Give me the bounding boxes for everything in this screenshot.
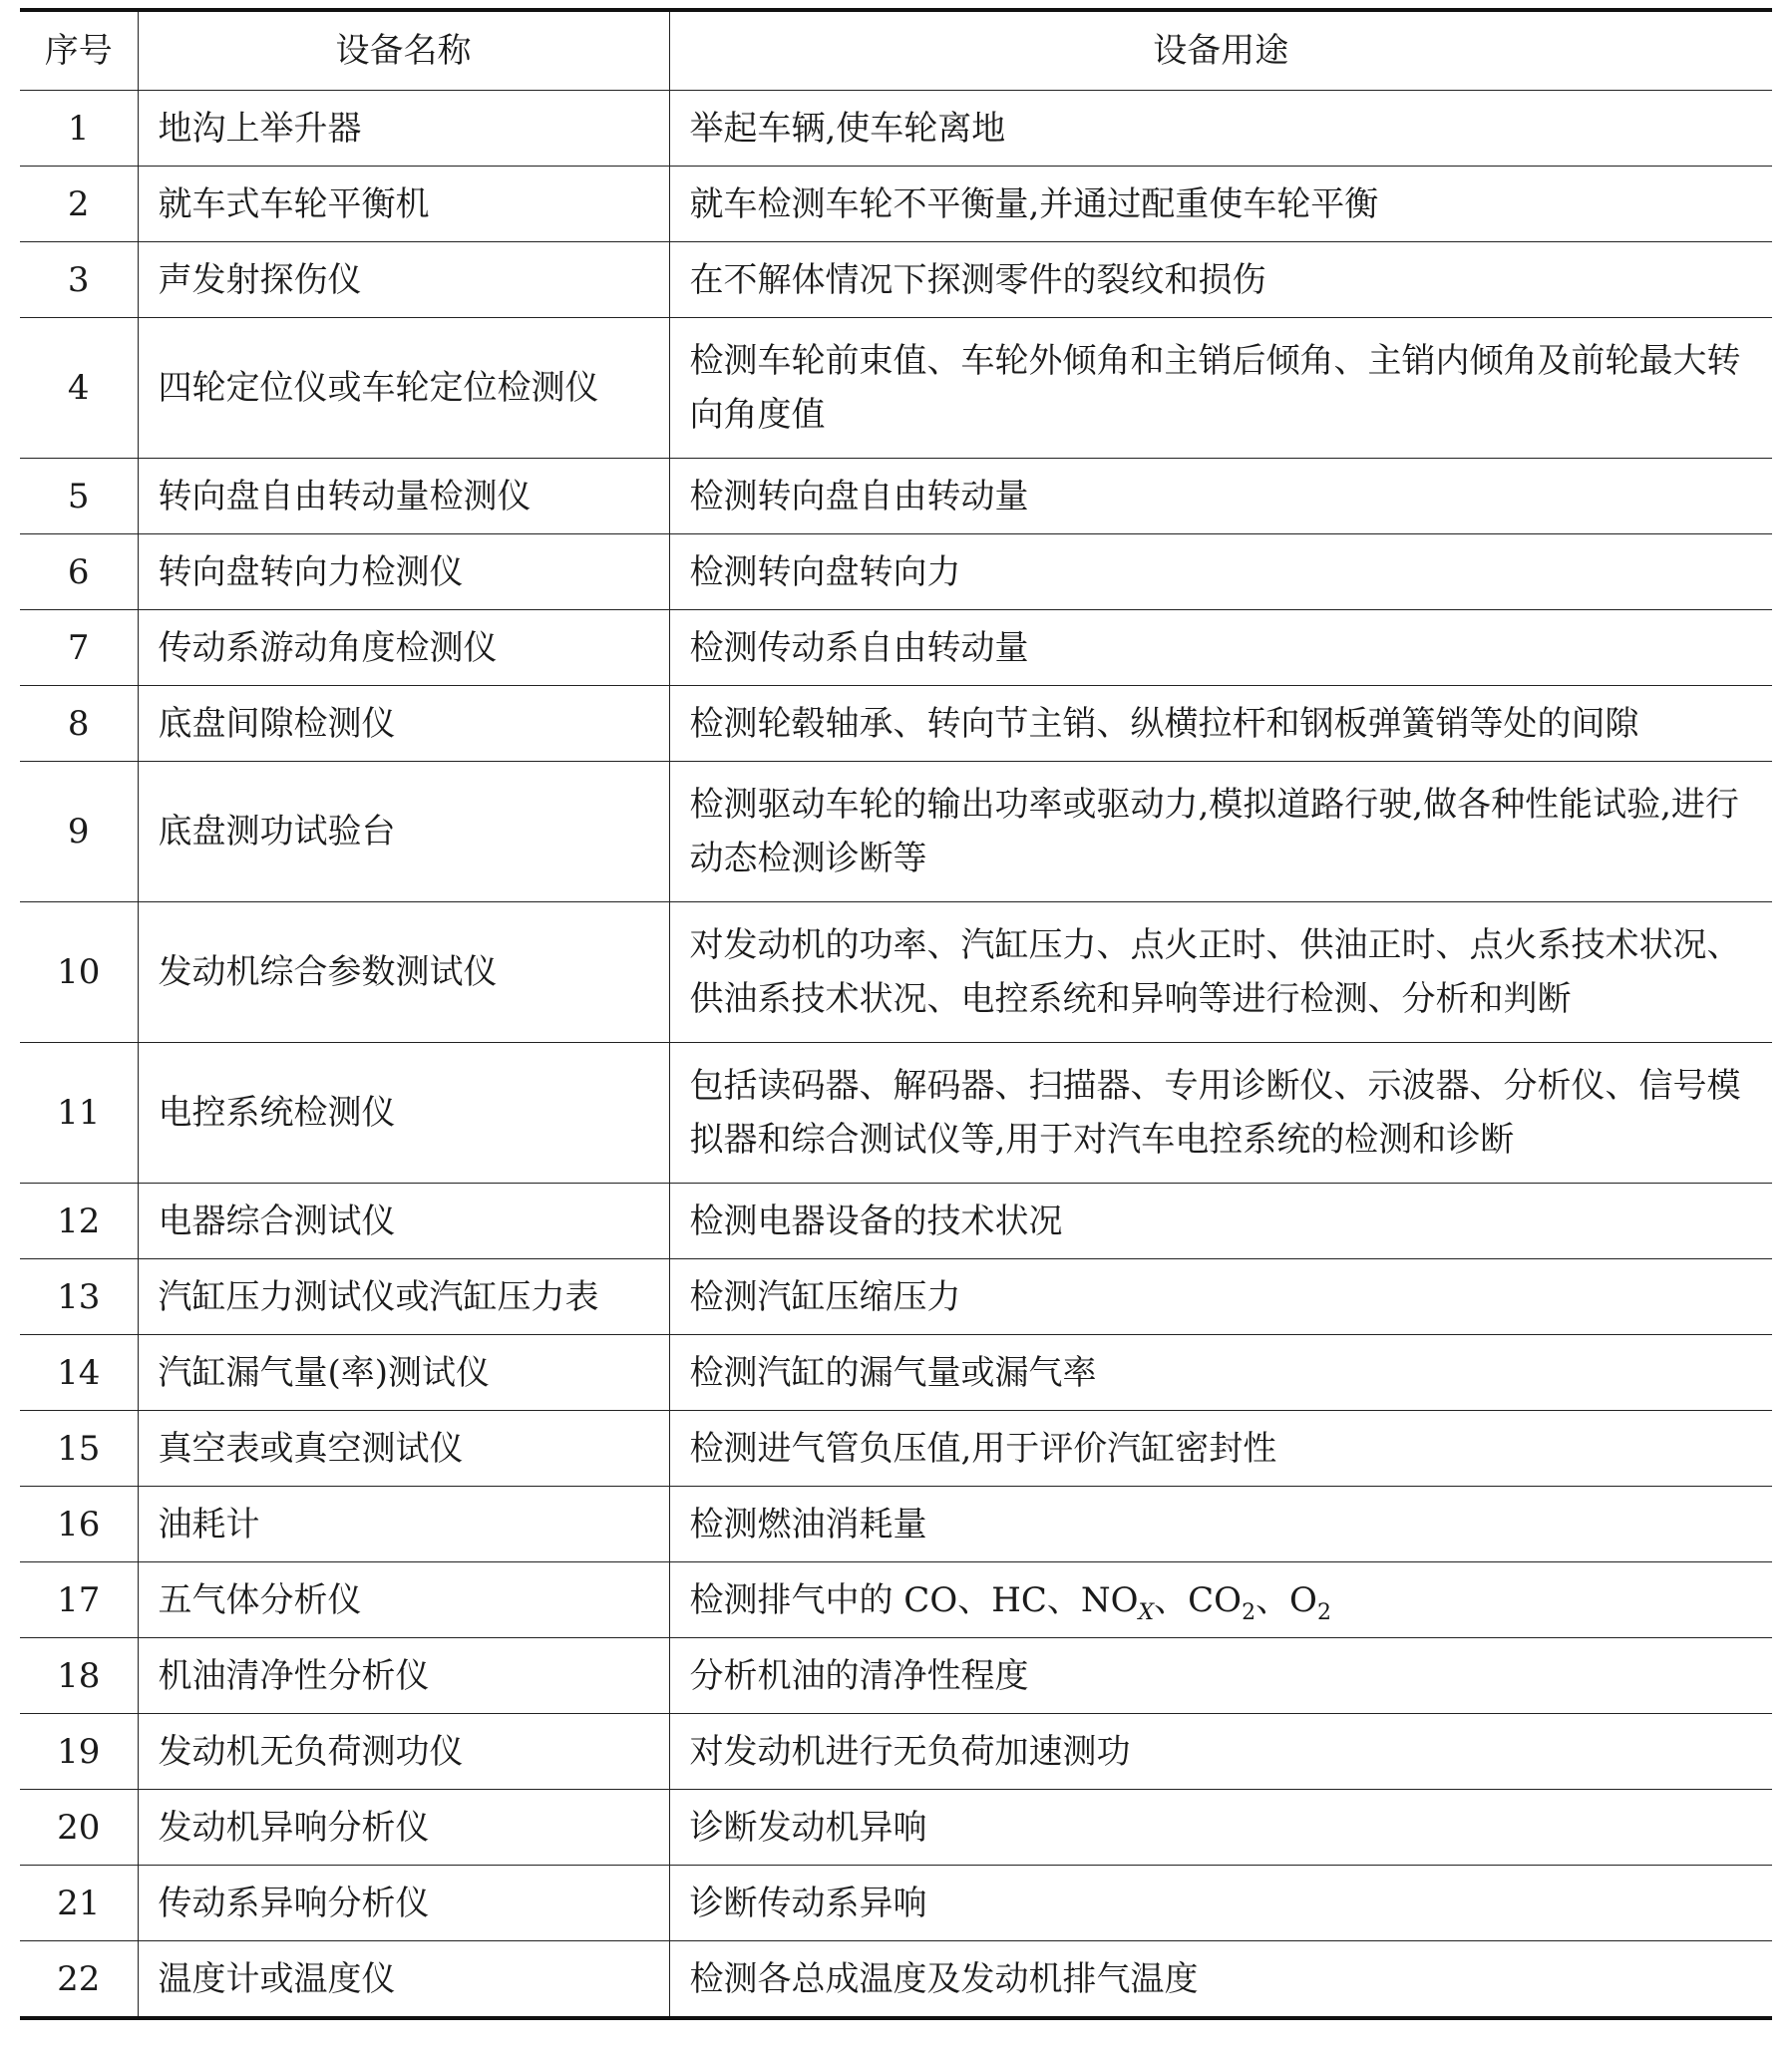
header-index: 序号: [20, 10, 138, 91]
row-use: 检测轮毂轴承、转向节主销、纵横拉杆和钢板弹簧销等处的间隙: [669, 686, 1772, 762]
row-use: 检测传动系自由转动量: [669, 610, 1772, 686]
table-row: [20, 1487, 1772, 1562]
row-name: 温度计或温度仪: [138, 1941, 669, 2019]
table-row: [20, 1259, 1772, 1335]
row-index: 6: [20, 534, 138, 610]
subscript-x: X: [1138, 1599, 1155, 1625]
use-text: 检测排气中的 CO、HC、NO: [689, 1579, 1139, 1620]
row-name: 发动机无负荷测功仪: [138, 1714, 669, 1790]
row-index: 8: [20, 686, 138, 762]
row-name: 真空表或真空测试仪: [138, 1411, 669, 1487]
row-use: 检测燃油消耗量: [669, 1487, 1772, 1562]
row-name: 声发射探伤仪: [138, 242, 669, 318]
row-use: 包括读码器、解码器、扫描器、专用诊断仪、示波器、分析仪、信号模拟器和综合测试仪等,用于对汽车电控系统的检测和诊断: [669, 1043, 1772, 1184]
row-name: 油耗计: [138, 1487, 669, 1562]
table-row: [20, 459, 1772, 534]
row-name: 发动机综合参数测试仪: [138, 902, 669, 1043]
equipment-table-container: [20, 8, 1772, 2020]
table-row: [20, 1043, 1772, 1184]
table-row: [20, 1941, 1772, 2019]
row-name: 转向盘转向力检测仪: [138, 534, 669, 610]
row-index: 21: [20, 1866, 138, 1941]
row-name: 汽缸压力测试仪或汽缸压力表: [138, 1259, 669, 1335]
table-row: [20, 1714, 1772, 1790]
row-index: 15: [20, 1411, 138, 1487]
table-header-row: [20, 10, 1772, 91]
use-text: 、CO: [1154, 1579, 1243, 1620]
table-row: [20, 318, 1772, 459]
row-index: 10: [20, 902, 138, 1043]
row-name: 汽缸漏气量(率)测试仪: [138, 1335, 669, 1411]
table-row: [20, 534, 1772, 610]
row-use: 检测车轮前束值、车轮外倾角和主销后倾角、主销内倾角及前轮最大转向角度值: [669, 318, 1772, 459]
row-index: 3: [20, 242, 138, 318]
table-row: [20, 1335, 1772, 1411]
row-use: 诊断传动系异响: [669, 1866, 1772, 1941]
row-name: 五气体分析仪: [138, 1562, 669, 1638]
row-use: 检测进气管负压值,用于评价汽缸密封性: [669, 1411, 1772, 1487]
header-name: 设备名称: [138, 10, 669, 91]
table-row: [20, 167, 1772, 242]
row-name: 传动系异响分析仪: [138, 1866, 669, 1941]
table-row: [20, 91, 1772, 167]
use-text: 、O: [1255, 1579, 1317, 1620]
header-use: 设备用途: [669, 10, 1772, 91]
row-name: 四轮定位仪或车轮定位检测仪: [138, 318, 669, 459]
row-name: 就车式车轮平衡机: [138, 167, 669, 242]
table-row: [20, 902, 1772, 1043]
row-use: [669, 1562, 1772, 1638]
row-use: 检测驱动车轮的输出功率或驱动力,模拟道路行驶,做各种性能试验,进行动态检测诊断等: [669, 762, 1772, 902]
row-index: 13: [20, 1259, 138, 1335]
row-index: 22: [20, 1941, 138, 2019]
row-index: 16: [20, 1487, 138, 1562]
subscript-2: 2: [1316, 1599, 1331, 1625]
table-row: [20, 1562, 1772, 1638]
row-index: 1: [20, 91, 138, 167]
row-index: 19: [20, 1714, 138, 1790]
table-row: [20, 242, 1772, 318]
row-name: 电器综合测试仪: [138, 1184, 669, 1259]
row-name: 传动系游动角度检测仪: [138, 610, 669, 686]
row-use: 分析机油的清净性程度: [669, 1638, 1772, 1714]
row-use: 检测转向盘自由转动量: [669, 459, 1772, 534]
table-row: [20, 1866, 1772, 1941]
row-index: 5: [20, 459, 138, 534]
row-name: 地沟上举升器: [138, 91, 669, 167]
row-use: 在不解体情况下探测零件的裂纹和损伤: [669, 242, 1772, 318]
row-use: 对发动机的功率、汽缸压力、点火正时、供油正时、点火系技术状况、供油系技术状况、电控系统和异响等进行检测、分析和判断: [669, 902, 1772, 1043]
row-name: 电控系统检测仪: [138, 1043, 669, 1184]
table-row: [20, 1638, 1772, 1714]
row-index: 12: [20, 1184, 138, 1259]
row-use: 检测汽缸压缩压力: [669, 1259, 1772, 1335]
row-index: 2: [20, 167, 138, 242]
row-use: 检测各总成温度及发动机排气温度: [669, 1941, 1772, 2019]
row-use: 检测汽缸的漏气量或漏气率: [669, 1335, 1772, 1411]
row-index: 20: [20, 1790, 138, 1866]
subscript-2: 2: [1242, 1599, 1256, 1625]
row-index: 9: [20, 762, 138, 902]
row-use: 检测转向盘转向力: [669, 534, 1772, 610]
row-index: 11: [20, 1043, 138, 1184]
row-use: 对发动机进行无负荷加速测功: [669, 1714, 1772, 1790]
row-name: 底盘测功试验台: [138, 762, 669, 902]
table-row: [20, 1411, 1772, 1487]
table-row: [20, 610, 1772, 686]
table-row: [20, 686, 1772, 762]
row-index: 4: [20, 318, 138, 459]
table-row: [20, 1184, 1772, 1259]
table-row: [20, 762, 1772, 902]
row-name: 机油清净性分析仪: [138, 1638, 669, 1714]
row-index: 7: [20, 610, 138, 686]
row-name: 发动机异响分析仪: [138, 1790, 669, 1866]
row-use: 诊断发动机异响: [669, 1790, 1772, 1866]
row-index: 17: [20, 1562, 138, 1638]
row-name: 底盘间隙检测仪: [138, 686, 669, 762]
row-use: 检测电器设备的技术状况: [669, 1184, 1772, 1259]
table-row: [20, 1790, 1772, 1866]
row-index: 14: [20, 1335, 138, 1411]
row-use: 就车检测车轮不平衡量,并通过配重使车轮平衡: [669, 167, 1772, 242]
equipment-table: [20, 8, 1772, 2020]
row-index: 18: [20, 1638, 138, 1714]
row-name: 转向盘自由转动量检测仪: [138, 459, 669, 534]
row-use: 举起车辆,使车轮离地: [669, 91, 1772, 167]
